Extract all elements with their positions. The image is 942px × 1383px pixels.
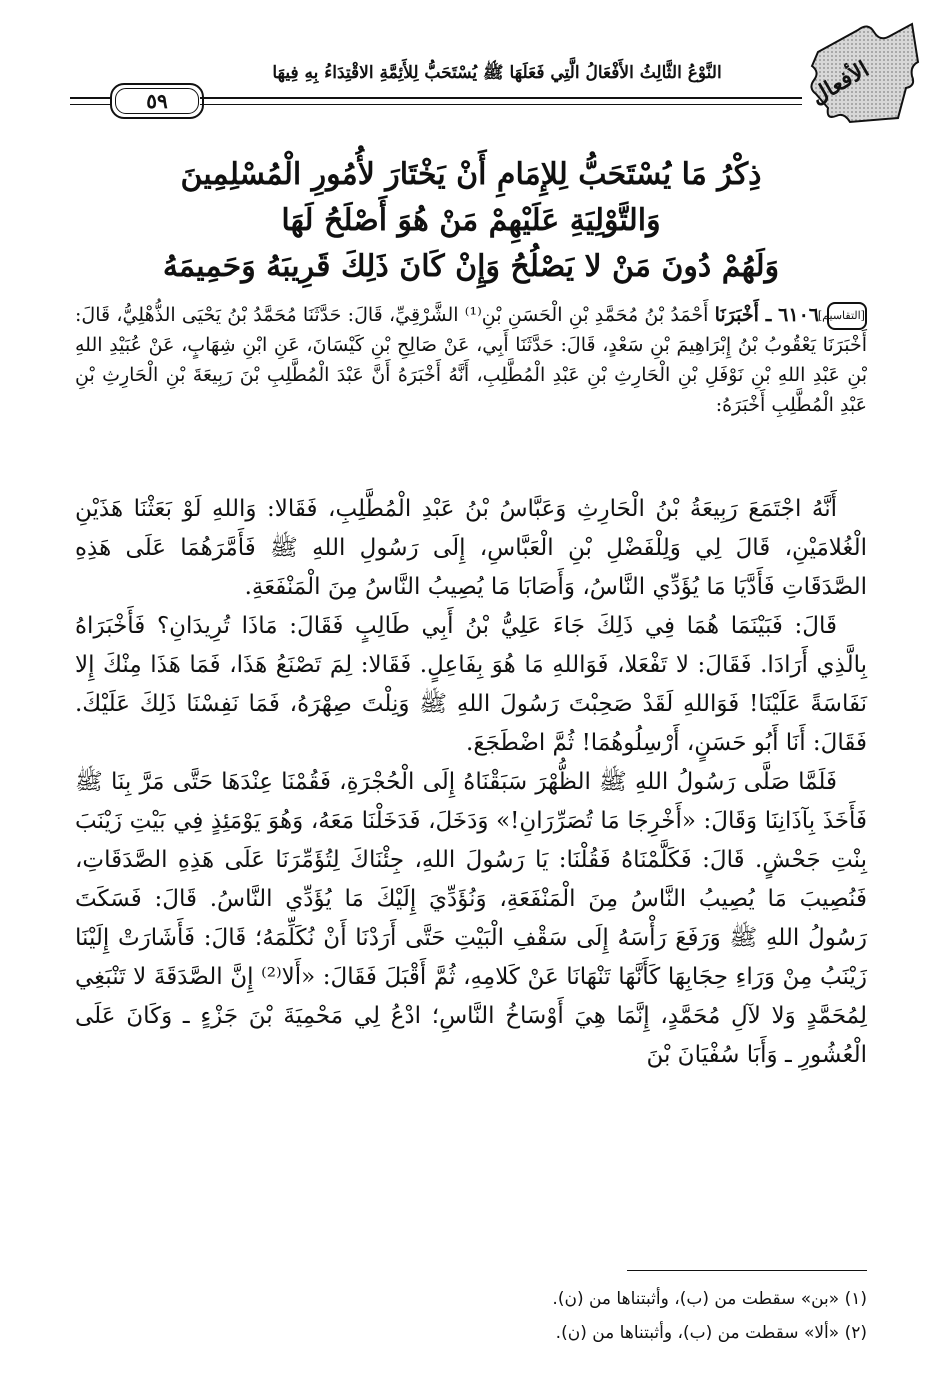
page-number: ٥٩	[110, 83, 204, 119]
matn-paragraph: قَالَ: فَبَيْنَمَا هُمَا فِي ذَلِكَ جَاءَ عَلِيُّ بْنُ أَبِي طَالِبٍ فَقَالَ: مَاذَا تُرِيدَانِ؟ فَأَخْبَرَاهُ بِالَّذِي أَرَادَا. فَقَالَ: لا تَفْعَلا، فَوَاللهِ مَا هُوَ بِفَاعِلٍ. فَقَالا: لِمَ تَصْنَعُ هَذَا، فَمَا هَذَا مِنْكَ إِلا نَفَاسَةً عَلَيْنَا! فَوَاللهِ لَقَدْ صَحِبْتَ رَسُولَ اللهِ ﷺ وَنِلْتَ صِهْرَهُ، فَمَا نَفِسْنَا ذَلِكَ عَلَيْكَ. فَقَالَ: أَنَا أَبُو حَسَنٍ، أَرْسِلُوهُمَا! ثُمَّ اضْطَجَعَ.	[75, 613, 867, 756]
footnote: (١) «بن» سقطت من (ب)، وأثبتناها من (ن).	[552, 1289, 867, 1309]
section-tab	[798, 22, 920, 126]
isnad-text: أَحْمَدُ بْنُ مُحَمَّدِ بْنِ الْحَسَنِ بْنِ⁽¹⁾ الشَّرْقِيِّ، قَالَ: حَدَّثَنَا مُحَمَّدُ بْنُ يَحْيَى الذُّهْلِيُّ، قَالَ: أَخْبَرَنَا يَعْقُوبُ بْنُ إِبْرَاهِيمَ بْنِ سَعْدٍ، قَالَ: حَدَّثَنَا أَبِي، عَنْ صَالِحِ بْنِ كَيْسَانَ، عَنِ ابْنِ شِهَابٍ، عَنْ عُبَيْدِ اللهِ بْنِ عَبْدِ اللهِ بْنِ نَوْفَلِ بْنِ الْحَارِثِ بْنِ عَبْدِ الْمُطَّلِبِ، أَنَّهُ أَخْبَرَهُ أَنَّ عَبْدَ الْمُطَّلِبِ بْنَ رَبِيعَةَ بْنِ الْحَارِثِ بْنِ عَبْدِ الْمُطَّلِبِ أَخْبَرَهُ:	[75, 304, 867, 416]
header-rule	[200, 97, 802, 105]
matn-paragraph: فَلَمَّا صَلَّى رَسُولُ اللهِ ﷺ الظُّهْرَ سَبَقْنَاهُ إِلَى الْحُجْرَةِ، فَقُمْنَا عِنْدَهَا حَتَّى مَرَّ بِنَا ﷺ فَأَخَذَ بِآذَانِنَا وَقَالَ: «أَخْرِجَا مَا تُصَرِّرَانِ!» وَدَخَلَ، فَدَخَلْنَا مَعَهُ، وَهُوَ يَوْمَئِذٍ فِي بَيْتِ زَيْنَبَ بِنْتِ جَحْشٍ. قَالَ: فَكَلَّمْنَاهُ فَقُلْنَا: يَا رَسُولَ اللهِ، جِئْنَاكَ لِتُؤَمِّرَنَا عَلَى هَذِهِ الصَّدَقَاتِ، فَنُصِيبَ مَا يُصِيبُ النَّاسُ مِنَ الْمَنْفَعَةِ، وَنُؤَدِّيَ إِلَيْكَ مَا يُؤَدِّي النَّاسُ. قَالَ: فَسَكَتَ رَسُولُ اللهِ ﷺ وَرَفَعَ رَأْسَهُ إِلَى سَقْفِ الْبَيْتِ حَتَّى أَرَدْنَا أَنْ نُكَلِّمَهُ؛ قَالَ: فَأَشَارَتْ إِلَيْنَا زَيْنَبُ مِنْ وَرَاءِ حِجَابِهَا كَأَنَّهَا تَنْهَانَا عَنْ كَلامِهِ، ثُمَّ أَقْبَلَ فَقَالَ: «أَلا⁽²⁾ إِنَّ الصَّدَقَةَ لا تَنْبَغِي لِمُحَمَّدٍ وَلا لآلِ مُحَمَّدٍ، إِنَّمَا هِيَ أَوْسَاخُ النَّاسِ؛ ادْعُ لِي مَحْمِيَةَ بْنَ جَزْءٍ ـ وَكَانَ عَلَى الْعُشُورِ ـ وَأَبَا سُفْيَانَ بْنَ	[75, 769, 867, 1068]
title-line: ذِكْرُ مَا يُسْتَحَبُّ لِلإِمَامِ أَنْ يَخْتَارَ لأُمُورِ الْمُسْلِمِينَ	[180, 157, 762, 192]
footnote: (٢) «ألا» سقطت من (ب)، وأثبتناها من (ن).	[555, 1323, 867, 1343]
header-rule-left	[70, 97, 110, 105]
running-head: النَّوْعُ الثَّالِثُ الأَفْعَالُ الَّتِي فَعَلَهَا ﷺ يُسْتَحَبُّ لِلأَئِمَّةِ الاقْتِدَاءُ بِهِ فِيهَا	[272, 63, 722, 83]
title-line: وَلَهُمْ دُونَ مَنْ لا يَصْلُحُ وَإِنْ كَانَ ذَلِكَ قَرِيبَهُ وَحَمِيمَهُ	[162, 249, 780, 284]
title-line: وَالتَّوْلِيَةِ عَلَيْهِمْ مَنْ هُوَ أَصْلَحُ لَهَا	[281, 203, 661, 238]
hadith-matn	[75, 490, 867, 1075]
hadith-number: ٦١٠٦ ـ أَخْبَرَنَا	[714, 304, 819, 326]
footnote-rule	[627, 1270, 867, 1271]
footnotes	[75, 1282, 867, 1350]
hadith-isnad	[75, 300, 867, 420]
chapter-title	[120, 152, 822, 290]
matn-paragraph: أَنَّهُ اجْتَمَعَ رَبِيعَةُ بْنُ الْحَارِثِ وَعَبَّاسُ بْنُ عَبْدِ الْمُطَّلِبِ، فَقَالا: وَاللهِ لَوْ بَعَثْنَا هَذَيْنِ الْغُلامَيْنِ، قَالَ لِي وَلِلْفَضْلِ بْنِ الْعَبَّاسِ، إِلَى رَسُولِ اللهِ ﷺ فَأَمَّرَهُمَا عَلَى هَذِهِ الصَّدَقَاتِ فَأَدَّيَا مَا يُؤَدِّي النَّاسُ، وَأَصَابَا مَا يُصِيبُ النَّاسُ مِنَ الْمَنْفَعَةِ.	[75, 496, 867, 600]
section-label: الأفعال	[806, 56, 874, 110]
taqasim-badge: [التقاسيم]	[827, 302, 867, 330]
